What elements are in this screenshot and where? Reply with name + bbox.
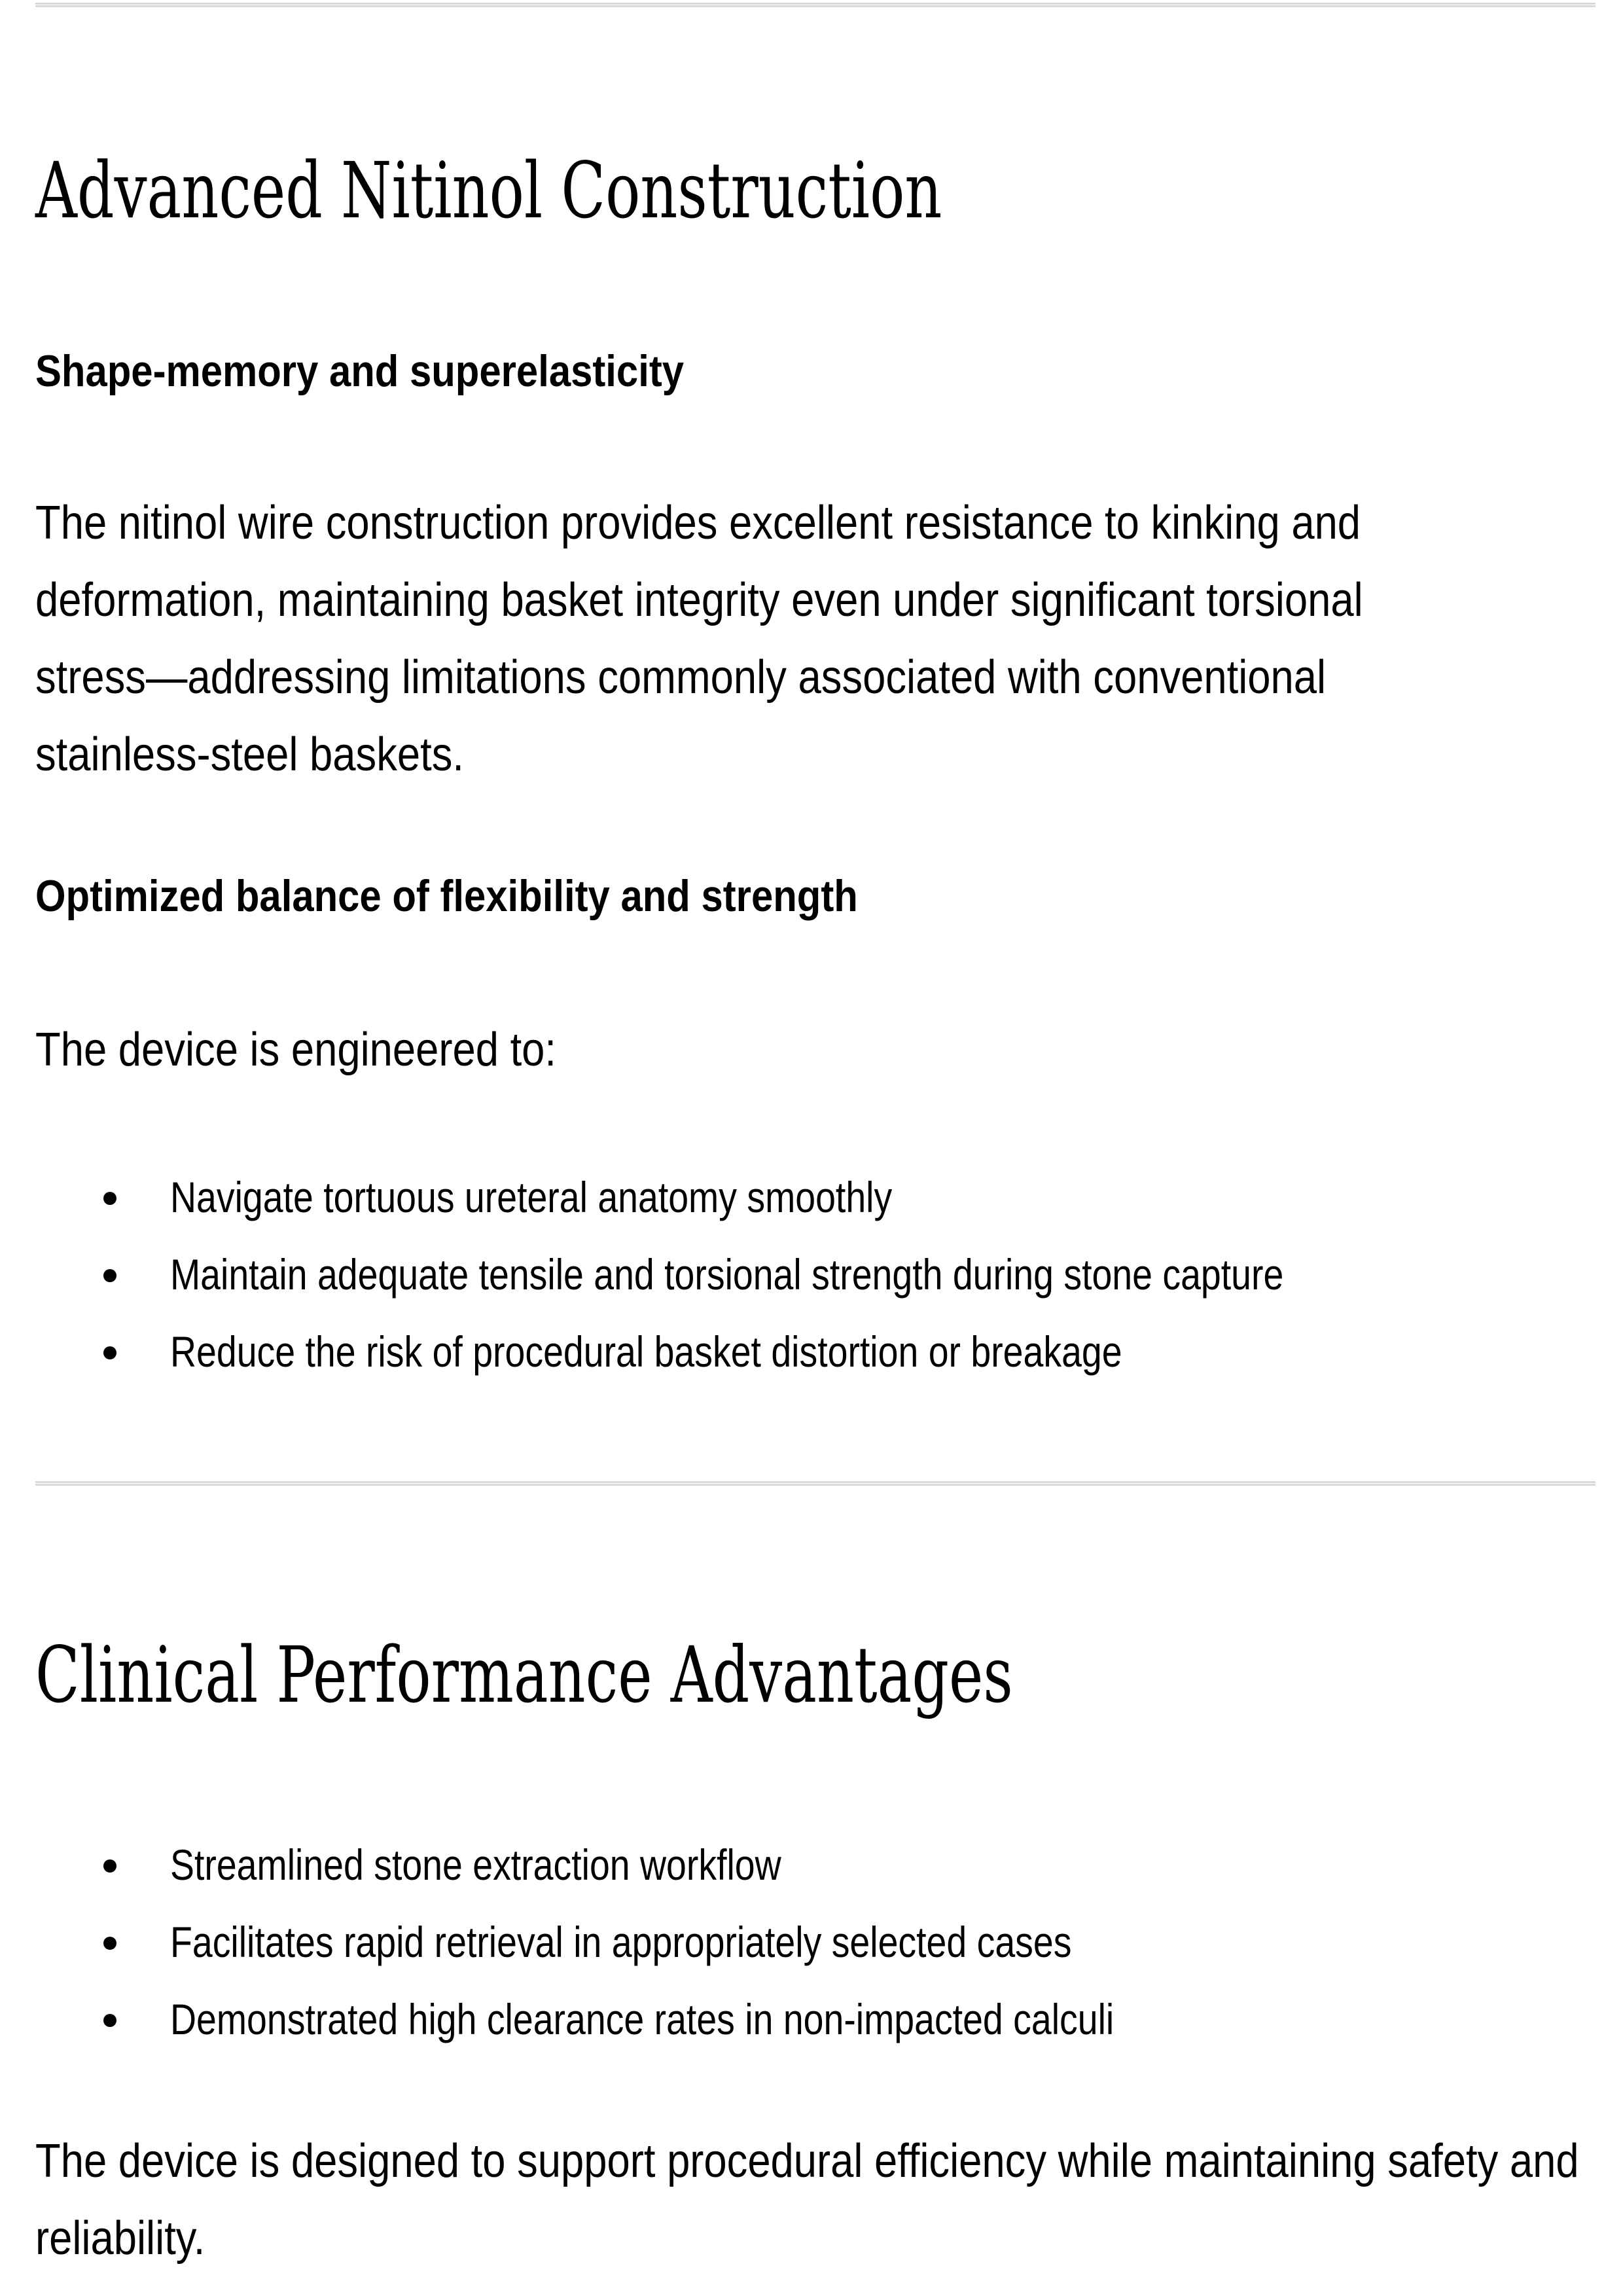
bullet-icon (103, 1859, 116, 1873)
top-divider (35, 3, 1596, 7)
bullet-icon (103, 1269, 116, 1282)
subheading-shape-memory: Shape-memory and superelasticity (35, 346, 685, 396)
engineered-intro: The device is engineered to: (35, 1024, 557, 1076)
section-title-nitinol: Advanced Nitinol Construction (35, 145, 942, 236)
bullet-icon (103, 1346, 116, 1359)
bullet-icon (103, 1192, 116, 1205)
paragraph-line: reliability. (35, 2212, 205, 2265)
paragraph-line: deformation, maintaining basket integrity even under significant torsional (35, 574, 1363, 626)
bullet-icon (103, 2014, 116, 2027)
closing-paragraph (35, 2123, 1579, 2277)
section-title-clinical: Clinical Performance Advantages (35, 1630, 1013, 1720)
paragraph-line: The nitinol wire construction provides excellent resistance to kinking and (35, 497, 1361, 549)
subheading-flexibility-strength: Optimized balance of flexibility and strength (35, 871, 858, 921)
paragraph-line: The device is designed to support procedural efficiency while maintaining safety and (35, 2135, 1579, 2187)
paragraph-line: stress—addressing limitations commonly associated with conventional (35, 651, 1327, 704)
paragraph-nitinol-construction (35, 484, 1363, 793)
paragraph-line: stainless-steel baskets. (35, 728, 465, 781)
section-divider (35, 1481, 1596, 1486)
bullet-icon (103, 1937, 116, 1950)
document-page: Advanced Nitinol Construction Shape-memory and superelasticity The nitinol wire construction provides excellent resistance to kinking and deformation, maintaining basket integrity even under significant torsional stress—addressing limitations commonly associated with conventional stainless-steel baskets. Optimized balance of flexibility and strength The device is engineered to: Navigate tortuous ureteral anatomy smoothly Maintain adequate tensile and torsional strength during stone capture Reduce the risk of procedural basket distortion or breakage Clinical Performance Advantages Streamlined stone extraction workflow Facilitates rapid retrieval in appropriately selected cases Demonstrated high clearance rates in non-impacted calculi The device is designed to support procedural efficiency while maintaining safety and reliability. (35, 0, 1596, 2296)
